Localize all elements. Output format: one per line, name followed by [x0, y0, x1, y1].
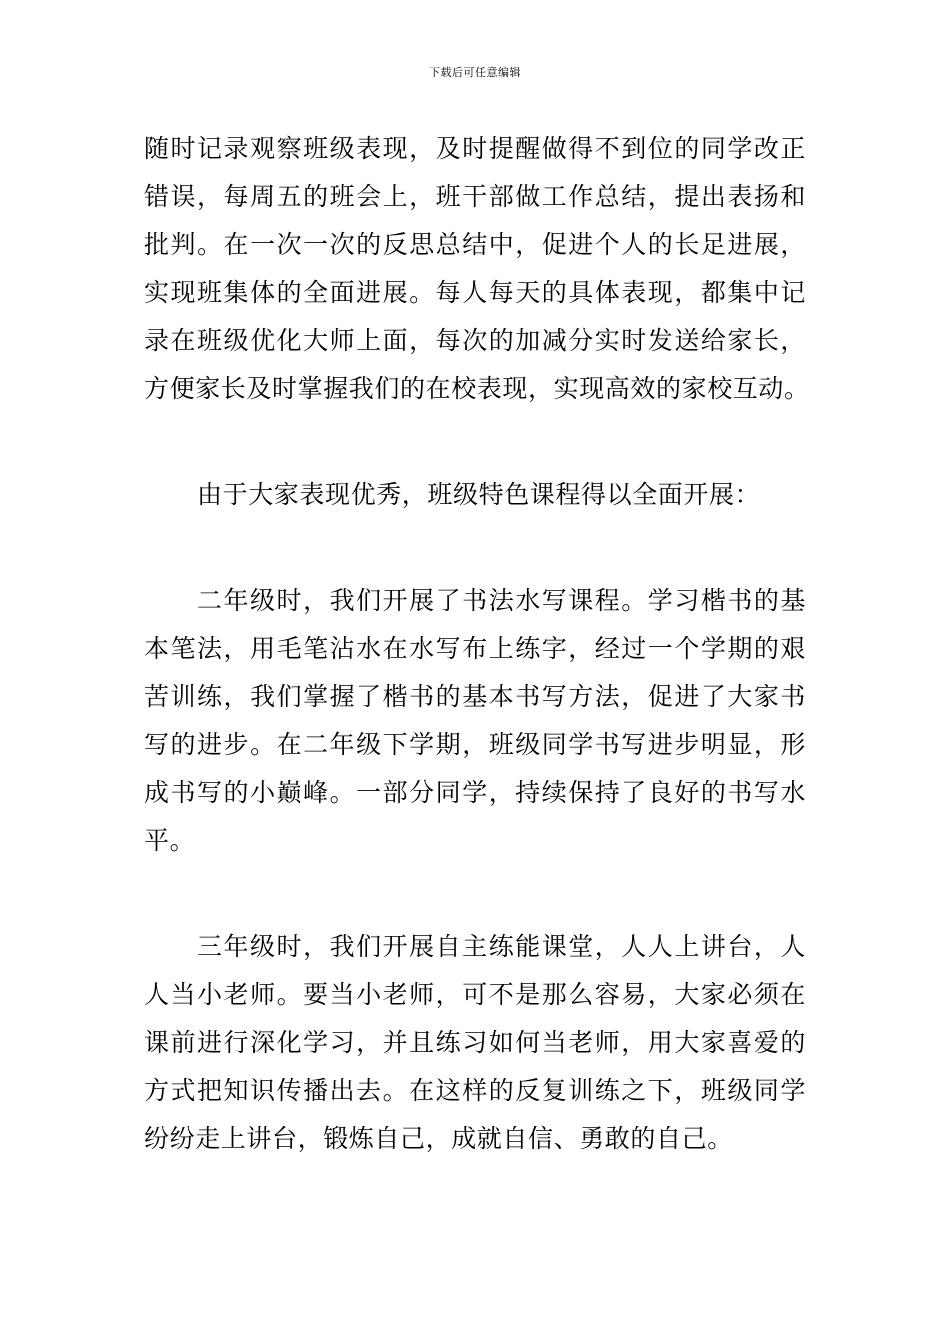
- paragraph: [144, 577, 806, 865]
- text-line: 人当小老师。要当小老师，可不是那么容易，大家必须在: [144, 980, 806, 1009]
- text-line: 苦训练，我们掌握了楷书的基本书写方法，促进了大家书: [144, 682, 806, 711]
- text-line: 录在班级优化大师上面，每次的加减分实时发送给家长，: [144, 326, 806, 355]
- text-line: 批判。在一次一次的反思总结中，促进个人的长足进展，: [144, 230, 806, 259]
- text-line: 方便家长及时掌握我们的在校表现，实现高效的家校互动。: [144, 374, 810, 403]
- text-line: 由于大家表现优秀，班级特色课程得以全面开展：: [197, 480, 761, 509]
- text-line: 纷纷走上讲台，锻炼自己，成就自信、勇敢的自己。: [144, 1124, 733, 1153]
- text-line: 方式把知识传播出去。在这样的反复训练之下，班级同学: [144, 1076, 806, 1105]
- paragraph-gap: [144, 865, 806, 923]
- document-body: [144, 125, 810, 1163]
- text-line: 课前进行深化学习，并且练习如何当老师，用大家喜爱的: [144, 1028, 806, 1057]
- paragraph: [144, 471, 806, 519]
- paragraph: [144, 125, 810, 413]
- paragraph-gap: [144, 413, 806, 471]
- text-line: 本笔法，用毛笔沾水在水写布上练字，经过一个学期的艰: [144, 634, 806, 663]
- text-line: 随时记录观察班级表现，及时提醒做得不到位的同学改正: [144, 134, 806, 163]
- text-line: 写的进步。在二年级下学期，班级同学书写进步明显，形: [144, 730, 806, 759]
- text-line: 三年级时，我们开展自主练能课堂，人人上讲台，人: [197, 932, 806, 961]
- text-line: 平。: [144, 826, 196, 855]
- paragraph: [144, 923, 806, 1163]
- paragraph-gap: [144, 519, 806, 577]
- text-line: 实现班集体的全面进展。每人每天的具体表现，都集中记: [144, 278, 806, 307]
- page-header: 下载后可任意编辑: [429, 66, 521, 79]
- text-line: 二年级时，我们开展了书法水写课程。学习楷书的基: [197, 586, 806, 615]
- text-line: 成书写的小巅峰。一部分同学，持续保持了良好的书写水: [144, 778, 806, 807]
- text-line: 错误，每周五的班会上，班干部做工作总结，提出表扬和: [144, 182, 806, 211]
